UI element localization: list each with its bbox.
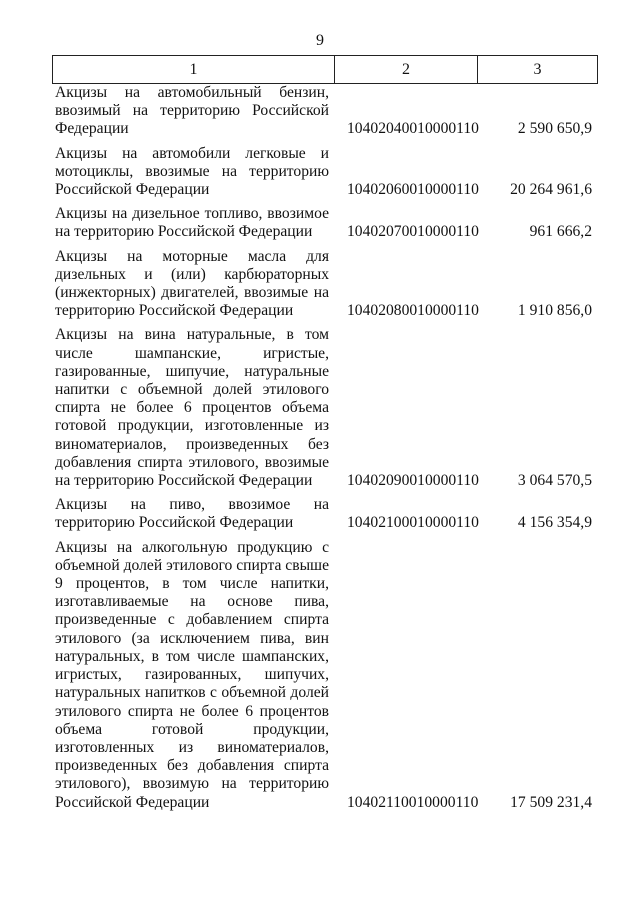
row-budget-code: 10402070010000110 [347,223,479,241]
row-budget-code: 10402110010000110 [347,793,479,811]
row-description: Акцизы на вина натуральные, в том числе шампанские, игристые, газированные, шипучие, натуральные напитки с объемной долей этилового спирта не более 6 процентов объема готовой продукции, изготовленные из виноматериалов, произведенных без добавления спирта этилового, ввозимые на территорию Российской Федерации [55,326,329,490]
table-row [52,205,598,241]
table-row [52,539,598,812]
column-header-2: 2 [335,56,478,83]
excise-table [52,55,598,818]
row-budget-code: 10402060010000110 [347,181,479,199]
row-amount: 20 264 961,6 [510,181,592,199]
table-row [52,145,598,200]
row-description: Акцизы на автомобильный бензин, ввозимый на территорию Российской Федерации [55,84,329,138]
row-description: Акцизы на пиво, ввозимое на территорию Российской Федерации [55,496,329,532]
page-number: 9 [316,32,324,49]
table-row [52,326,598,490]
row-description: Акцизы на алкогольную продукцию с объемной долей этилового спирта свыше 9 процентов, в том числе напитки, изготавливаемые на основе пива, произведенные с добавлением спирта этилового (за исключением пива, вин натуральных, в том числе шампанских, игристых, газированных, шипучих, натуральных напитков с объемной долей этилового спирта не более 6 процентов объема готовой продукции, изготовленных из виноматериалов, произведенных без добавления спирта этилового), ввозимую на территорию Российской Федерации [55,538,329,811]
table-row [52,84,598,139]
row-amount: 2 590 650,9 [517,120,592,138]
row-budget-code: 10402040010000110 [347,120,479,138]
row-amount: 961 666,2 [529,223,592,241]
row-description: Акцизы на автомобили легковые и мотоциклы, ввозимые на территорию Российской Федерации [55,144,329,199]
table-row [52,496,598,532]
row-amount: 4 156 354,9 [517,514,592,532]
table-body [52,84,598,812]
row-amount: 17 509 231,4 [510,793,592,811]
row-budget-code: 10402090010000110 [347,472,479,490]
column-header-3: 3 [533,60,542,78]
row-budget-code: 10402080010000110 [347,302,479,320]
row-description: Акцизы на моторные масла для дизельных и (или) карбюраторных (инжекторных) двигателей, ввозимые на территорию Российской Федерации [55,247,329,320]
column-header-1: 1 [53,56,335,83]
row-amount: 3 064 570,5 [517,472,592,490]
row-amount: 1 910 856,0 [517,302,592,320]
table-header-row [52,55,598,84]
row-budget-code: 10402100010000110 [347,514,479,532]
row-description: Акцизы на дизельное топливо, ввозимое на территорию Российской Федерации [55,205,329,241]
table-row [52,248,598,321]
